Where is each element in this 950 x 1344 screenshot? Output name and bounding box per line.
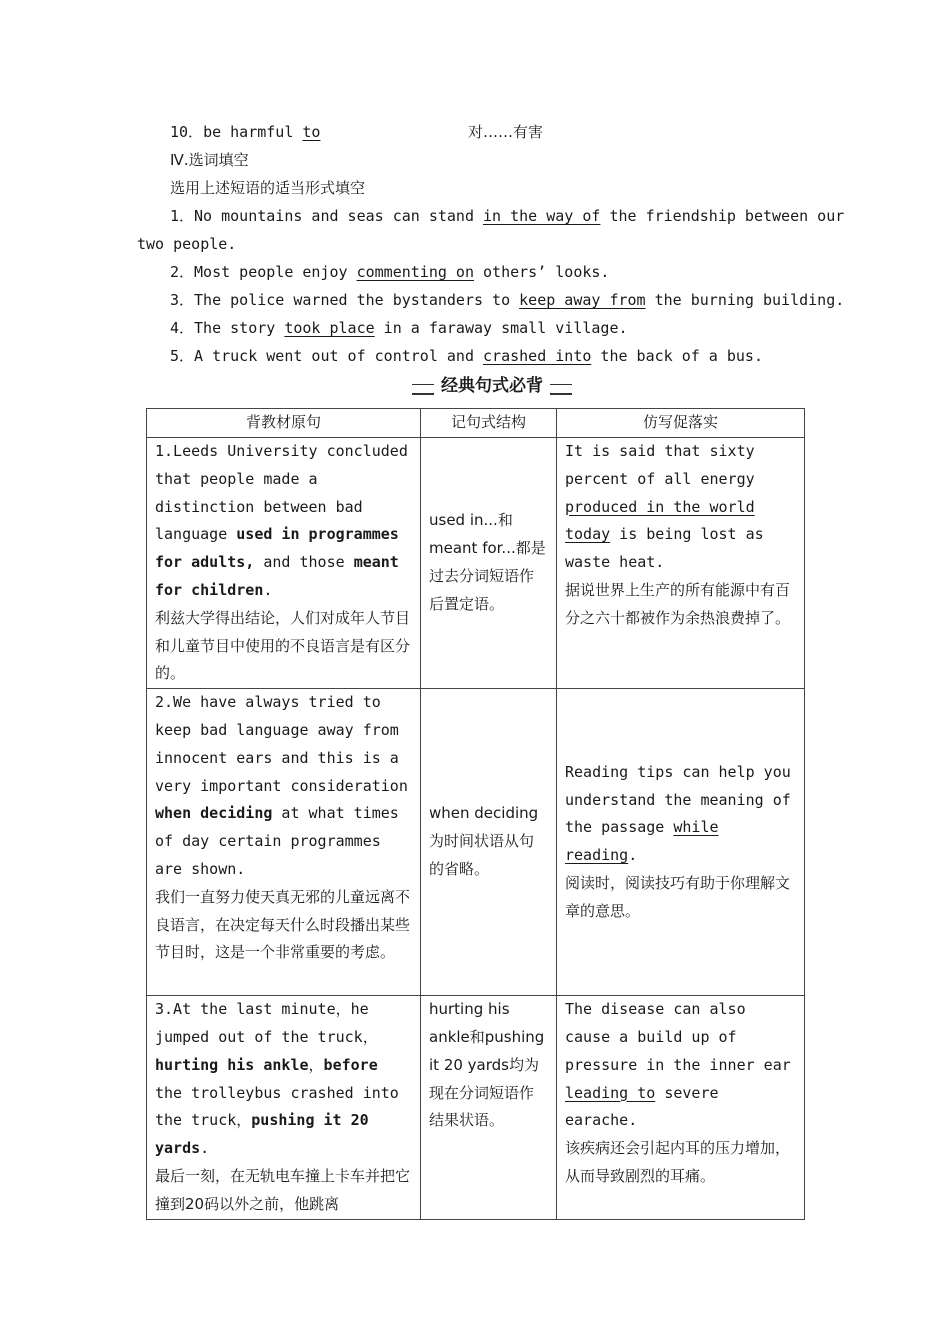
header-practice: 仿写促落实 bbox=[557, 409, 805, 438]
phrase-underlined: to bbox=[302, 123, 321, 141]
sentence-number: 2． bbox=[170, 263, 195, 281]
sentence-text: the burning building. bbox=[645, 291, 845, 309]
sentence-text: others’ looks. bbox=[474, 263, 610, 281]
practice-cell bbox=[557, 689, 805, 996]
original-bold: hurting his ankle bbox=[155, 1055, 309, 1074]
original-text: and those bbox=[254, 553, 354, 572]
fill-sentence-5 bbox=[170, 342, 763, 370]
sentence-text: the friendship between our bbox=[600, 207, 845, 225]
practice-answer: produced in the world today bbox=[565, 497, 755, 544]
header-structure: 记句式结构 bbox=[421, 409, 557, 438]
phrase-text: be harmful bbox=[203, 123, 303, 141]
section-title-banner bbox=[412, 372, 572, 400]
practice-text: Reading tips can help you understand the meaning of the passage bbox=[565, 762, 791, 837]
original-text: 3.At the last minute，he jumped out of the truck， bbox=[155, 1000, 378, 1046]
practice-answer: leading to bbox=[565, 1083, 656, 1102]
fill-sentence-1 bbox=[170, 202, 844, 230]
fill-sentence-1-continuation: two people. bbox=[137, 235, 237, 253]
answer-text: crashed into bbox=[483, 347, 592, 365]
practice-text: It is said that sixty percent of all energy bbox=[565, 442, 755, 488]
original-text: . bbox=[263, 580, 273, 599]
fill-sentence-4 bbox=[170, 314, 628, 342]
table-row bbox=[147, 438, 805, 689]
fill-sentence-2 bbox=[170, 258, 609, 286]
original-text: 1.Leeds University concluded that people made a distinction between bad language bbox=[155, 442, 408, 544]
original-translation: 我们一直努力使天真无邪的儿童远离不良语言，在决定每天什么时段播出某些节目时，这是一个非常重要的考虑。 bbox=[155, 887, 411, 962]
practice-text: is being lost as waste heat. bbox=[565, 525, 764, 572]
original-text: ， bbox=[308, 1055, 324, 1074]
original-translation: 利兹大学得出结论，人们对成年人节目和儿童节目中使用的不良语言是有区分的。 bbox=[155, 608, 411, 683]
fill-sentence-3 bbox=[170, 286, 844, 314]
sentence-text: No mountains and seas can stand bbox=[194, 207, 484, 225]
sentence-text: the back of a bus. bbox=[591, 347, 763, 365]
table-row bbox=[147, 689, 805, 996]
original-text: at what times of day certain programmes are shown. bbox=[155, 804, 399, 878]
practice-translation: 据说世界上生产的所有能源中有百分之六十都被作为余热浪费掉了。 bbox=[565, 580, 791, 627]
sentence-text: The story bbox=[194, 319, 285, 337]
practice-cell bbox=[557, 996, 805, 1219]
sentence-text: The police warned the bystanders to bbox=[194, 291, 520, 309]
practice-translation: 阅读时，阅读技巧有助于你理解文章的意思。 bbox=[565, 873, 791, 920]
answer-text: in the way of bbox=[483, 207, 601, 225]
header-original: 背教材原句 bbox=[147, 409, 421, 438]
practice-text: . bbox=[628, 846, 638, 865]
item-number: 10． bbox=[170, 123, 204, 141]
table-header-row bbox=[147, 409, 805, 438]
original-sentence-cell bbox=[147, 689, 421, 996]
original-bold: when deciding bbox=[155, 804, 273, 823]
banner-left-bar bbox=[412, 384, 434, 395]
section-title: 经典句式必背 bbox=[441, 376, 543, 396]
original-bold: meant for children bbox=[155, 553, 399, 599]
practice-answer: while reading bbox=[565, 818, 719, 865]
original-bold: used in programmes for adults, bbox=[155, 525, 399, 572]
structure-cell: hurting his ankle和pushing it 20 yards均为现在分词短语作结果状语。 bbox=[421, 996, 557, 1219]
original-translation: 最后一刻，在无轨电车撞上卡车并把它撞到20码以外之前，他跳离 bbox=[155, 1166, 411, 1213]
practice-text: severe earache. bbox=[565, 1083, 719, 1130]
sentence-number: 4． bbox=[170, 319, 195, 337]
practice-text: The disease can also cause a build up of pressure in the inner ear bbox=[565, 1000, 791, 1074]
section-instruction: 选用上述短语的适当形式填空 bbox=[170, 179, 366, 197]
original-bold: pushing it 20 yards bbox=[155, 1111, 369, 1158]
original-text: 2.We have always tried to keep bad language away from innocent ears and this is a very important consideration bbox=[155, 693, 408, 795]
answer-text: commenting on bbox=[356, 263, 474, 281]
original-text: . bbox=[200, 1139, 210, 1158]
original-sentence-cell bbox=[147, 996, 421, 1219]
section-heading: Ⅳ.选词填空 bbox=[170, 151, 249, 169]
banner-right-bar bbox=[550, 384, 572, 395]
sentence-text: Most people enjoy bbox=[194, 263, 357, 281]
practice-translation: 该疾病还会引起内耳的压力增加，从而导致剧烈的耳痛。 bbox=[565, 1139, 791, 1185]
answer-text: took place bbox=[284, 319, 375, 337]
table-row bbox=[147, 996, 805, 1219]
answer-text: keep away from bbox=[519, 291, 646, 309]
sentence-number: 1． bbox=[170, 207, 195, 225]
original-sentence-cell bbox=[147, 438, 421, 689]
sentence-number: 5． bbox=[170, 347, 195, 365]
sentence-text: in a faraway small village. bbox=[374, 319, 628, 337]
sentence-pattern-table bbox=[146, 408, 805, 1220]
phrase-item-10 bbox=[170, 118, 320, 146]
structure-cell: used in...和meant for...都是过去分词短语作后置定语。 bbox=[421, 438, 557, 689]
phrase-meaning: 对……有害 bbox=[468, 123, 544, 141]
original-text: the trolleybus crashed into the truck， bbox=[155, 1083, 399, 1130]
original-bold: before bbox=[323, 1055, 378, 1074]
sentence-text: A truck went out of control and bbox=[194, 347, 484, 365]
sentence-number: 3． bbox=[170, 291, 195, 309]
structure-cell: when deciding为时间状语从句的省略。 bbox=[421, 689, 557, 996]
practice-cell bbox=[557, 438, 805, 689]
